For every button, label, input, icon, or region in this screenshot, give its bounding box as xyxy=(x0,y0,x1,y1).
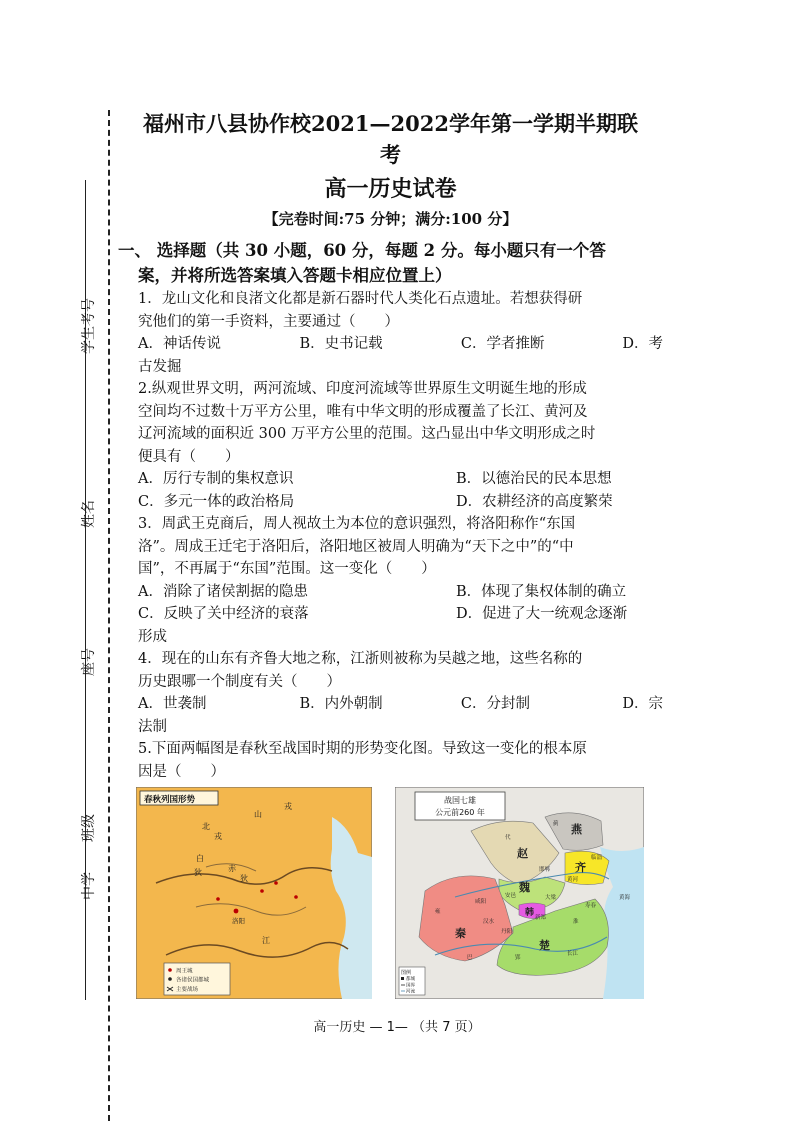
map-right-place-yong: 雍 xyxy=(435,909,441,915)
question-4-stem-line2: 历史跟哪一个制度有关（ ） xyxy=(138,673,341,690)
map-right-subtitle: 公元前260 年 xyxy=(435,808,485,817)
exam-paper xyxy=(118,108,663,1003)
map-left-title: 春秋列国形势 xyxy=(144,795,196,805)
map-left-city-marker xyxy=(260,889,264,893)
question-1 xyxy=(118,288,663,378)
map-left-city-marker xyxy=(216,897,220,901)
map-left-city-marker xyxy=(294,895,298,899)
map-right-legend-capital: 都城 xyxy=(406,977,415,982)
map-right-place-dai: 代 xyxy=(505,835,511,841)
map-right-place-handan: 邯郸 xyxy=(539,867,551,873)
question-1-stem-line1: 1．龙山文化和良渚文化都是新石器时代人类化石点遗址。若想获得研 xyxy=(138,291,583,307)
side-label-name: 姓名 xyxy=(81,500,97,528)
map-left-legend-battle: 主要战场 xyxy=(176,987,199,993)
map-right-legend-river: 河流 xyxy=(406,989,415,995)
map-left-label-jiang: 江 xyxy=(262,936,270,945)
question-2-stem-line1: 2.纵观世界文明，两河流域、印度河流域等世界原生文明诞生地的形成 xyxy=(138,381,587,397)
map-left-label-luoyang: 洛阳 xyxy=(232,917,245,925)
question-4-option-a: A．世袭制 xyxy=(138,696,207,712)
question-4-options xyxy=(118,693,663,716)
question-3-stem-line3: 国”，不再属于“东国”范围。这一变化（ ） xyxy=(138,561,436,577)
section-heading xyxy=(118,238,663,288)
map-right-place-shouchun: 寿春 xyxy=(585,903,597,909)
question-3-option-d: D．促进了大一统观念逐渐 xyxy=(456,606,628,622)
map-right-place-changjiang: 长江 xyxy=(567,951,579,957)
question-4-option-d-continued: 法制 xyxy=(138,718,167,735)
map-left-label-bei: 北 xyxy=(202,822,210,831)
question-2-stem-line4: 便具有（ ） xyxy=(138,448,240,465)
map-right-legend-capital-icon xyxy=(401,977,404,980)
side-label-class: 班级 xyxy=(81,814,97,842)
map-right-place-daliang: 大梁 xyxy=(545,895,557,901)
section-heading-line1: 一、 选择题（共 30 小题，60 分，每题 2 分。每小题只有一个答 xyxy=(118,241,606,260)
map-left-city-marker xyxy=(274,881,278,885)
map-right-label-qin: 秦 xyxy=(455,927,466,940)
question-2-stem-line3: 辽河流域的面积近 300 万平方公里的范围。这凸显出中华文明形成之时 xyxy=(138,426,596,442)
question-4-option-b: B．内外朝制 xyxy=(299,696,383,712)
map-right-title: 战国七雄 xyxy=(444,796,476,805)
map-right-place-huai: 淮 xyxy=(573,919,579,925)
map-right-place-ying: 郢 xyxy=(515,955,521,961)
question-2-option-a: A．厉行专制的集权意识 xyxy=(138,471,294,487)
question-3-stem-line2: 洛”。周成王迁宅于洛阳后，洛阳地区被周人明确为“天下之中”的“中 xyxy=(138,538,574,555)
question-1-stem-line2: 究他们的第一手资料，主要通过（ ） xyxy=(138,313,399,330)
map-left-label-bai: 白 xyxy=(196,854,204,863)
map-right-place-ba: 巴 xyxy=(467,955,473,961)
map-right-legend-border: 国界 xyxy=(406,983,415,989)
map-left-label-di2: 狄 xyxy=(240,874,248,883)
question-2-option-d: D．农耕经济的高度繁荣 xyxy=(456,493,613,510)
map-right-label-yan: 燕 xyxy=(571,823,582,836)
map-right-place-ji: 蓟 xyxy=(553,821,559,827)
map-left-label-shan: 山 xyxy=(254,810,262,819)
question-3-option-b: B．体现了集权体制的确立 xyxy=(456,583,627,600)
map-right-label-zhao: 赵 xyxy=(517,847,528,860)
question-2-option-b: B．以德治民的民本思想 xyxy=(456,471,612,487)
question-2-stem-line2: 空间均不过数十万平方公里，唯有中华文明的形成覆盖了长江、黄河及 xyxy=(138,403,588,420)
question-5-stem-line2: 因是（ ） xyxy=(138,763,225,780)
exam-title-line1: 福州市八县协作校2021—2022学年第一学期半期联 xyxy=(143,111,638,136)
question-1-option-a: A．神话传说 xyxy=(138,336,221,352)
question-1-options xyxy=(118,333,663,356)
map-right-label-wei: 魏 xyxy=(519,881,530,894)
map-left-legend-state-capital-icon xyxy=(168,977,172,981)
exam-title-line2: 考 xyxy=(380,142,401,167)
exam-title xyxy=(118,108,663,170)
map-left-label-rong2: 戎 xyxy=(214,832,222,841)
question-4-option-d: D．宗 xyxy=(622,696,663,712)
question-5-maps xyxy=(118,787,663,1003)
question-1-option-c: C．学者推断 xyxy=(460,336,545,352)
map-left-legend-capital-icon xyxy=(168,968,172,972)
side-label-school: 中学 xyxy=(81,872,97,900)
question-3 xyxy=(118,513,663,648)
question-1-option-b: B．史书记载 xyxy=(299,336,383,352)
map-left-legend-state-capital: 各诸侯国都城 xyxy=(176,977,210,984)
question-2-options xyxy=(118,468,663,513)
question-5-stem-line1: 5.下面两幅图是春秋至战国时期的形势变化图。导致这一变化的根本原 xyxy=(138,741,587,757)
question-4-stem-line1: 4．现在的山东有齐鲁大地之称，江浙则被称为吴越之地，这些名称的 xyxy=(138,651,583,667)
section-heading-line2: 案，并将所选答案填入答题卡相应位置上） xyxy=(138,266,452,285)
map-right-place-linzi: 临淄 xyxy=(591,855,603,861)
question-3-stem-line1: 3．周武王克商后，周人视故土为本位的意识强烈，将洛阳称作“东国 xyxy=(138,516,576,532)
map-right-place-xianyang: 咸阳 xyxy=(475,899,487,905)
map-right-place-huanghai: 黄海 xyxy=(619,895,631,901)
binding-dashed-line xyxy=(108,110,110,1121)
question-3-option-d-continued: 形成 xyxy=(138,628,167,645)
map-right-place-huanghe: 黄河 xyxy=(567,877,579,883)
exam-time-info: 【完卷时间:75 分钟；满分:100 分】 xyxy=(263,210,518,228)
map-right-place-hanshui: 汉水 xyxy=(483,919,495,925)
map-left-label-chi: 赤 xyxy=(228,864,236,873)
question-4 xyxy=(118,648,663,738)
question-5 xyxy=(118,738,663,783)
map-right-place-danyang: 丹阳 xyxy=(501,929,513,935)
map-right-label-han: 韩 xyxy=(525,908,535,918)
warring-states-map xyxy=(395,787,644,999)
side-label-student-id: 学生考号 xyxy=(81,298,97,354)
map-left-label-rong: 戎 xyxy=(284,802,292,811)
map-right-label-chu: 楚 xyxy=(539,939,550,952)
spring-autumn-map xyxy=(136,787,372,999)
map-right-place-xinzheng: 新郑 xyxy=(535,915,547,921)
map-right-label-qi: 齐 xyxy=(575,861,586,874)
page-footer: 高一历史 — 1— （共 7 页） xyxy=(313,1020,481,1035)
question-1-option-d-continued: 古发掘 xyxy=(138,358,182,375)
question-1-option-d: D．考 xyxy=(622,336,663,352)
side-label-seat: 座号 xyxy=(81,648,97,676)
question-2-option-c: C．多元一体的政治格局 xyxy=(138,493,295,510)
map-left-legend-capital: 周王城 xyxy=(176,968,193,975)
question-3-option-c: C．反映了关中经济的衰落 xyxy=(138,606,309,622)
question-4-option-c: C．分封制 xyxy=(460,696,531,712)
question-3-option-a: A．消除了诸侯割据的隐患 xyxy=(138,583,308,600)
map-right-place-anyi: 安邑 xyxy=(505,893,517,899)
question-3-options xyxy=(118,581,663,626)
map-left-label-di: 狄 xyxy=(194,868,202,877)
map-right-legend-title: 图例 xyxy=(401,970,412,976)
map-left-luoyang-marker xyxy=(234,909,239,914)
question-2 xyxy=(118,378,663,513)
exam-subtitle: 高一历史试卷 xyxy=(324,176,457,202)
